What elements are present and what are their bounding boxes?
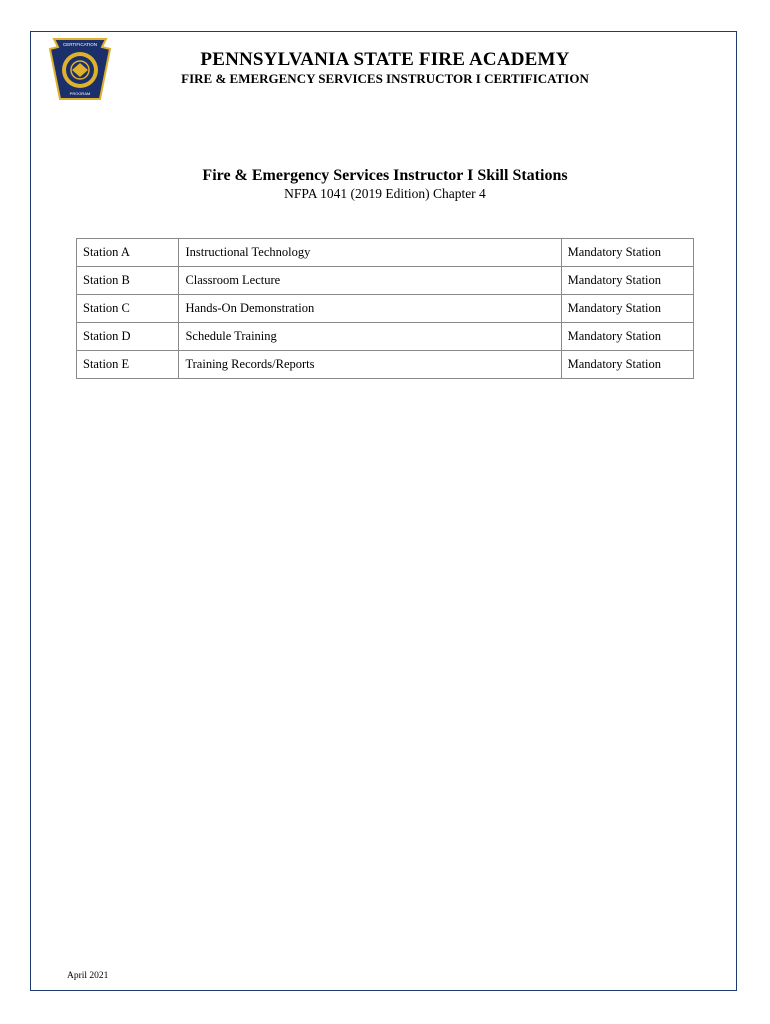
table-row: [77, 239, 694, 267]
skill-stations-table: [76, 238, 694, 379]
station-id-cell: Station B: [77, 267, 179, 295]
academy-keystone-logo: [48, 37, 112, 103]
skill-stations-heading: Fire & Emergency Services Instructor I Skill Stations: [202, 167, 568, 184]
station-id-cell: Station C: [77, 295, 179, 323]
table-row: [77, 351, 694, 379]
table-row: [77, 295, 694, 323]
station-name-cell: Hands-On Demonstration: [179, 295, 561, 323]
station-name-cell: Classroom Lecture: [179, 267, 561, 295]
svg-text:PROGRAM: PROGRAM: [69, 91, 91, 96]
station-name-cell: Instructional Technology: [179, 239, 561, 267]
keystone-seal-icon: [48, 37, 112, 103]
station-name-cell: Schedule Training: [179, 323, 561, 351]
station-id-cell: Station E: [77, 351, 179, 379]
svg-text:CERTIFICATION: CERTIFICATION: [62, 42, 98, 47]
station-status-cell: Mandatory Station: [561, 323, 693, 351]
station-id-cell: Station D: [77, 323, 179, 351]
certification-subtitle: FIRE & EMERGENCY SERVICES INSTRUCTOR I CERTIFICATION: [181, 71, 589, 86]
station-name-cell: Training Records/Reports: [179, 351, 561, 379]
station-status-cell: Mandatory Station: [561, 295, 693, 323]
table-row: [77, 267, 694, 295]
document-header: [130, 49, 640, 87]
station-status-cell: Mandatory Station: [561, 267, 693, 295]
station-status-cell: Mandatory Station: [561, 239, 693, 267]
station-status-cell: Mandatory Station: [561, 351, 693, 379]
table-row: [77, 323, 694, 351]
document-heading: [0, 166, 770, 202]
nfpa-reference: NFPA 1041 (2019 Edition) Chapter 4: [284, 186, 486, 201]
station-id-cell: Station A: [77, 239, 179, 267]
footer-date: April 2021: [67, 971, 109, 981]
academy-title: PENNSYLVANIA STATE FIRE ACADEMY: [200, 49, 570, 70]
